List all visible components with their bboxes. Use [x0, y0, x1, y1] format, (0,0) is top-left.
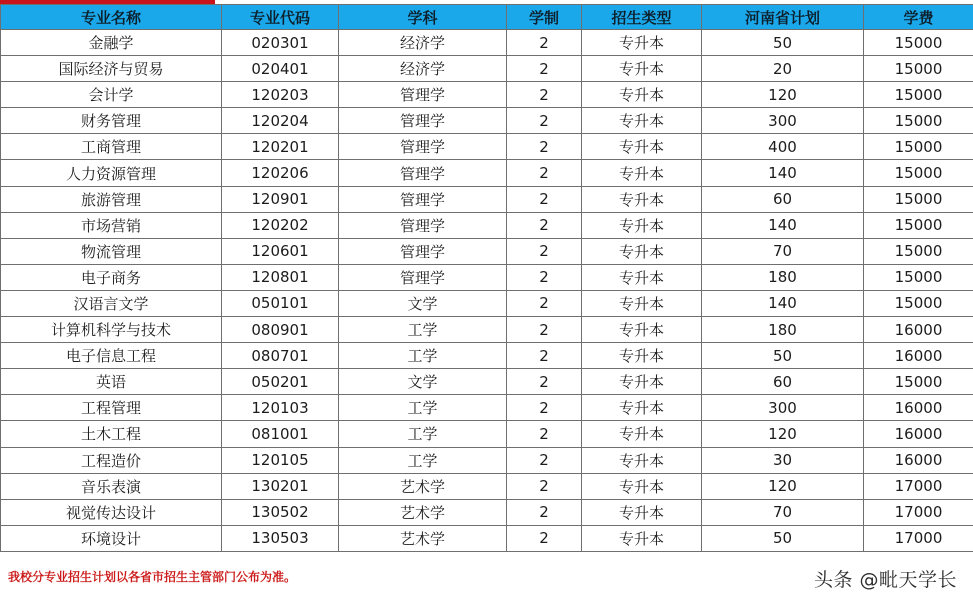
- cell-category: 工学: [339, 447, 507, 473]
- header-code: 专业代码: [222, 5, 339, 30]
- table-row: [1, 238, 973, 264]
- cell-fee: 15000: [864, 160, 973, 186]
- cell-fee: 15000: [864, 30, 973, 56]
- cell-fee: 15000: [864, 108, 973, 134]
- cell-plan: 50: [702, 30, 864, 56]
- cell-type: 专升本: [582, 264, 702, 290]
- cell-type: 专升本: [582, 317, 702, 343]
- cell-fee: 17000: [864, 473, 973, 499]
- cell-major: 财务管理: [1, 108, 222, 134]
- cell-fee: 15000: [864, 238, 973, 264]
- table-row: [1, 212, 973, 238]
- cell-code: 120203: [222, 82, 339, 108]
- cell-fee: 16000: [864, 421, 973, 447]
- cell-fee: 16000: [864, 447, 973, 473]
- cell-plan: 140: [702, 290, 864, 316]
- cell-type: 专升本: [582, 82, 702, 108]
- header-type: 招生类型: [582, 5, 702, 30]
- table-row: [1, 264, 973, 290]
- cell-years: 2: [507, 186, 582, 212]
- cell-major: 计算机科学与技术: [1, 317, 222, 343]
- cell-code: 020401: [222, 56, 339, 82]
- cell-years: 2: [507, 317, 582, 343]
- cell-fee: 16000: [864, 395, 973, 421]
- table-row: [1, 56, 973, 82]
- cell-type: 专升本: [582, 395, 702, 421]
- cell-years: 2: [507, 421, 582, 447]
- table-row: [1, 160, 973, 186]
- cell-code: 120202: [222, 212, 339, 238]
- cell-major: 物流管理: [1, 238, 222, 264]
- cell-fee: 15000: [864, 212, 973, 238]
- cell-major: 金融学: [1, 30, 222, 56]
- table-row: [1, 447, 973, 473]
- cell-years: 2: [507, 290, 582, 316]
- header-major: 专业名称: [1, 5, 222, 30]
- cell-major: 视觉传达设计: [1, 499, 222, 525]
- cell-code: 120801: [222, 264, 339, 290]
- cell-years: 2: [507, 56, 582, 82]
- cell-category: 工学: [339, 421, 507, 447]
- cell-code: 080901: [222, 317, 339, 343]
- table-row: [1, 395, 973, 421]
- cell-type: 专升本: [582, 473, 702, 499]
- cell-code: 130503: [222, 525, 339, 551]
- cell-major: 电子商务: [1, 264, 222, 290]
- cell-years: 2: [507, 395, 582, 421]
- cell-years: 2: [507, 30, 582, 56]
- cell-code: 120206: [222, 160, 339, 186]
- cell-years: 2: [507, 134, 582, 160]
- cell-category: 文学: [339, 290, 507, 316]
- cell-major: 工程管理: [1, 395, 222, 421]
- cell-category: 文学: [339, 369, 507, 395]
- cell-code: 120901: [222, 186, 339, 212]
- cell-plan: 120: [702, 421, 864, 447]
- cell-fee: 15000: [864, 56, 973, 82]
- table-row: [1, 108, 973, 134]
- cell-type: 专升本: [582, 134, 702, 160]
- cell-code: 120201: [222, 134, 339, 160]
- table-row: [1, 186, 973, 212]
- cell-fee: 15000: [864, 264, 973, 290]
- cell-category: 艺术学: [339, 473, 507, 499]
- cell-code: 130502: [222, 499, 339, 525]
- cell-category: 管理学: [339, 238, 507, 264]
- cell-type: 专升本: [582, 369, 702, 395]
- cell-major: 英语: [1, 369, 222, 395]
- cell-fee: 15000: [864, 82, 973, 108]
- cell-type: 专升本: [582, 343, 702, 369]
- cell-years: 2: [507, 212, 582, 238]
- cell-plan: 400: [702, 134, 864, 160]
- header-henan-plan: 河南省计划: [702, 5, 864, 30]
- cell-major: 汉语言文学: [1, 290, 222, 316]
- cell-category: 经济学: [339, 56, 507, 82]
- cell-plan: 30: [702, 447, 864, 473]
- cell-years: 2: [507, 238, 582, 264]
- cell-plan: 50: [702, 525, 864, 551]
- cell-code: 120103: [222, 395, 339, 421]
- cell-code: 020301: [222, 30, 339, 56]
- cell-fee: 16000: [864, 343, 973, 369]
- cell-years: 2: [507, 447, 582, 473]
- cell-years: 2: [507, 473, 582, 499]
- cell-category: 管理学: [339, 82, 507, 108]
- cell-type: 专升本: [582, 108, 702, 134]
- cell-fee: 17000: [864, 499, 973, 525]
- cell-category: 艺术学: [339, 525, 507, 551]
- cell-category: 管理学: [339, 212, 507, 238]
- cell-plan: 180: [702, 317, 864, 343]
- cell-code: 120601: [222, 238, 339, 264]
- cell-type: 专升本: [582, 421, 702, 447]
- cell-years: 2: [507, 82, 582, 108]
- cell-code: 050101: [222, 290, 339, 316]
- cell-fee: 15000: [864, 134, 973, 160]
- cell-plan: 140: [702, 212, 864, 238]
- cell-category: 艺术学: [339, 499, 507, 525]
- cell-years: 2: [507, 108, 582, 134]
- cell-category: 工学: [339, 343, 507, 369]
- cell-years: 2: [507, 343, 582, 369]
- table-row: [1, 421, 973, 447]
- cell-major: 土木工程: [1, 421, 222, 447]
- cell-plan: 180: [702, 264, 864, 290]
- cell-fee: 15000: [864, 186, 973, 212]
- cell-category: 工学: [339, 395, 507, 421]
- header-category: 学科: [339, 5, 507, 30]
- cell-category: 管理学: [339, 108, 507, 134]
- cell-type: 专升本: [582, 525, 702, 551]
- cell-years: 2: [507, 499, 582, 525]
- cell-fee: 17000: [864, 525, 973, 551]
- cell-type: 专升本: [582, 212, 702, 238]
- cell-fee: 15000: [864, 369, 973, 395]
- cell-plan: 60: [702, 369, 864, 395]
- cell-major: 工程造价: [1, 447, 222, 473]
- footnote: 我校分专业招生计划以各省市招生主管部门公布为准。: [8, 570, 297, 584]
- table-row: [1, 290, 973, 316]
- table-row: [1, 525, 973, 551]
- table-row: [1, 317, 973, 343]
- enrollment-plan-table: [0, 4, 973, 552]
- cell-plan: 70: [702, 499, 864, 525]
- table-row: [1, 369, 973, 395]
- cell-type: 专升本: [582, 290, 702, 316]
- header-fee: 学费: [864, 5, 973, 30]
- cell-major: 工商管理: [1, 134, 222, 160]
- cell-years: 2: [507, 369, 582, 395]
- cell-code: 120204: [222, 108, 339, 134]
- cell-major: 国际经济与贸易: [1, 56, 222, 82]
- cell-plan: 60: [702, 186, 864, 212]
- watermark: 头条 @毗天学长: [813, 569, 957, 591]
- cell-type: 专升本: [582, 160, 702, 186]
- cell-major: 会计学: [1, 82, 222, 108]
- cell-plan: 20: [702, 56, 864, 82]
- cell-years: 2: [507, 264, 582, 290]
- table-row: [1, 30, 973, 56]
- cell-major: 旅游管理: [1, 186, 222, 212]
- cell-fee: 16000: [864, 317, 973, 343]
- cell-years: 2: [507, 525, 582, 551]
- table-row: [1, 134, 973, 160]
- cell-category: 管理学: [339, 134, 507, 160]
- cell-category: 工学: [339, 317, 507, 343]
- cell-category: 管理学: [339, 160, 507, 186]
- table-row: [1, 499, 973, 525]
- cell-major: 电子信息工程: [1, 343, 222, 369]
- cell-type: 专升本: [582, 56, 702, 82]
- cell-plan: 300: [702, 395, 864, 421]
- table-header-row: [1, 5, 973, 30]
- table-row: [1, 473, 973, 499]
- cell-type: 专升本: [582, 186, 702, 212]
- cell-type: 专升本: [582, 30, 702, 56]
- cell-major: 市场营销: [1, 212, 222, 238]
- cell-major: 环境设计: [1, 525, 222, 551]
- cell-years: 2: [507, 160, 582, 186]
- cell-code: 080701: [222, 343, 339, 369]
- cell-major: 音乐表演: [1, 473, 222, 499]
- cell-code: 081001: [222, 421, 339, 447]
- cell-plan: 70: [702, 238, 864, 264]
- cell-code: 130201: [222, 473, 339, 499]
- cell-plan: 120: [702, 82, 864, 108]
- cell-plan: 140: [702, 160, 864, 186]
- cell-category: 管理学: [339, 264, 507, 290]
- cell-plan: 120: [702, 473, 864, 499]
- cell-category: 经济学: [339, 30, 507, 56]
- cell-fee: 15000: [864, 290, 973, 316]
- header-years: 学制: [507, 5, 582, 30]
- cell-plan: 300: [702, 108, 864, 134]
- table-row: [1, 82, 973, 108]
- cell-type: 专升本: [582, 499, 702, 525]
- cell-type: 专升本: [582, 238, 702, 264]
- cell-plan: 50: [702, 343, 864, 369]
- cell-category: 管理学: [339, 186, 507, 212]
- cell-major: 人力资源管理: [1, 160, 222, 186]
- cell-code: 050201: [222, 369, 339, 395]
- cell-code: 120105: [222, 447, 339, 473]
- cell-type: 专升本: [582, 447, 702, 473]
- table-row: [1, 343, 973, 369]
